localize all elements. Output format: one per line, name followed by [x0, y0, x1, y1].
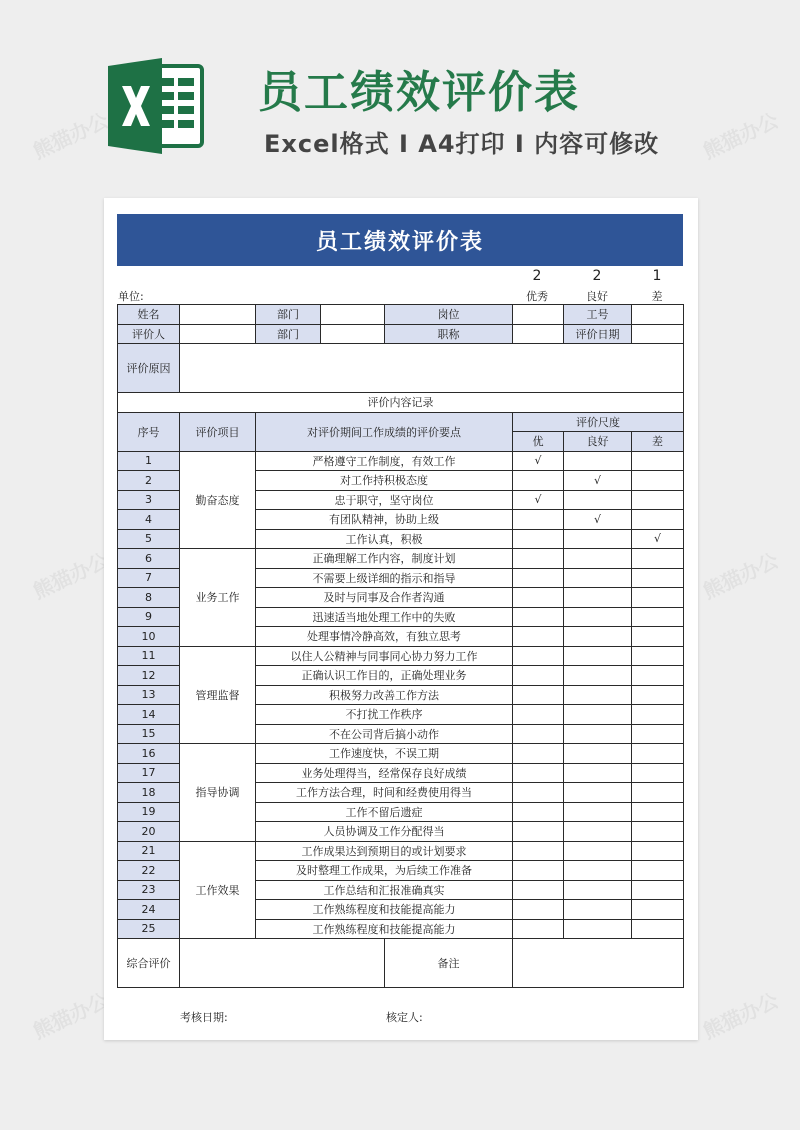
- scale-cell-good[interactable]: [513, 685, 564, 705]
- title-field[interactable]: [513, 324, 564, 344]
- scale-cell-fine[interactable]: [564, 724, 632, 744]
- scale-cell-good[interactable]: [513, 744, 564, 764]
- scale-cell-fine[interactable]: [564, 549, 632, 569]
- scale-cell-bad[interactable]: [632, 880, 684, 900]
- label-poor: 差: [651, 290, 663, 303]
- evaluation-point: 处理事情冷静高效，有独立思考: [256, 627, 513, 647]
- row-number: 19: [118, 802, 180, 822]
- evaluation-point: 工作熟练程度和技能提高能力: [256, 919, 513, 939]
- scale-cell-bad[interactable]: [632, 568, 684, 588]
- scale-cell-bad[interactable]: [632, 900, 684, 920]
- row-number: 14: [118, 705, 180, 725]
- scale-cell-fine[interactable]: [564, 646, 632, 666]
- scale-cell-bad[interactable]: [632, 666, 684, 686]
- scale-cell-good[interactable]: [513, 783, 564, 803]
- scale-cell-fine[interactable]: [564, 880, 632, 900]
- scale-cell-bad[interactable]: [632, 549, 684, 569]
- scale-cell-bad[interactable]: [632, 627, 684, 647]
- evaluation-point: 正确理解工作内容，制度计划: [256, 549, 513, 569]
- scale-cell-bad[interactable]: [632, 744, 684, 764]
- scale-cell-good[interactable]: [513, 763, 564, 783]
- scale-cell-bad[interactable]: [632, 490, 684, 510]
- scale-cell-good[interactable]: [513, 646, 564, 666]
- row-number: 1: [118, 451, 180, 471]
- row-number: 21: [118, 841, 180, 861]
- evaluation-point: 以住人公精神与同事同心协力努力工作: [256, 646, 513, 666]
- count-excellent: 2: [532, 268, 542, 284]
- table-row: [118, 841, 684, 861]
- footer-approver-label: 核定人:: [386, 1011, 423, 1024]
- watermark: 熊猫办公: [29, 988, 112, 1044]
- scale-cell-bad[interactable]: [632, 471, 684, 491]
- row-number: 25: [118, 919, 180, 939]
- scale-cell-good[interactable]: [513, 900, 564, 920]
- evaluation-table: [117, 304, 684, 988]
- evaluation-point: 有团队精神，协助上级: [256, 510, 513, 530]
- scale-cell-bad[interactable]: [632, 451, 684, 471]
- col-good-header: 优: [513, 432, 564, 452]
- scale-cell-fine[interactable]: [564, 861, 632, 881]
- scale-cell-fine[interactable]: [564, 783, 632, 803]
- scale-cell-fine[interactable]: [564, 822, 632, 842]
- name-label: 姓名: [118, 305, 180, 325]
- group-name: 业务工作: [180, 549, 256, 647]
- evaluation-point: 工作熟练程度和技能提高能力: [256, 900, 513, 920]
- watermark: 熊猫办公: [29, 108, 112, 164]
- reason-label: 评价原因: [118, 344, 180, 393]
- dept-field[interactable]: [321, 305, 385, 325]
- scale-cell-fine[interactable]: [564, 588, 632, 608]
- remark-label: 备注: [385, 939, 513, 988]
- scale-cell-good[interactable]: [513, 627, 564, 647]
- row-number: 12: [118, 666, 180, 686]
- scale-cell-fine[interactable]: [564, 627, 632, 647]
- group-name: 工作效果: [180, 841, 256, 939]
- scale-cell-fine[interactable]: √: [564, 510, 632, 530]
- row-number: 24: [118, 900, 180, 920]
- page-title: 员工绩效评价表: [258, 67, 580, 118]
- row-number: 22: [118, 861, 180, 881]
- scale-cell-good[interactable]: [513, 549, 564, 569]
- row-number: 9: [118, 607, 180, 627]
- position-label: 岗位: [385, 305, 513, 325]
- label-excellent: 优秀: [526, 290, 548, 303]
- evaluation-point: 不在公司背后搞小动作: [256, 724, 513, 744]
- scale-cell-fine[interactable]: [564, 607, 632, 627]
- row-number: 6: [118, 549, 180, 569]
- scale-cell-bad[interactable]: [632, 802, 684, 822]
- col-item-header: 评价项目: [180, 412, 256, 451]
- evaluation-point: 工作成果达到预期目的或计划要求: [256, 841, 513, 861]
- dept-label: 部门: [256, 305, 321, 325]
- job-no-label: 工号: [564, 305, 632, 325]
- scale-cell-good[interactable]: [513, 529, 564, 549]
- eval-date-field[interactable]: [632, 324, 684, 344]
- scale-cell-fine[interactable]: √: [564, 471, 632, 491]
- evaluation-point: 工作总结和汇报准确真实: [256, 880, 513, 900]
- evaluation-point: 不需要上级详细的指示和指导: [256, 568, 513, 588]
- row-number: 4: [118, 510, 180, 530]
- count-good: 2: [592, 268, 602, 284]
- evaluator-label: 评价人: [118, 324, 180, 344]
- scale-cell-good[interactable]: [513, 919, 564, 939]
- scale-cell-good[interactable]: [513, 705, 564, 725]
- row-number: 23: [118, 880, 180, 900]
- scale-cell-fine[interactable]: [564, 529, 632, 549]
- label-good: 良好: [586, 290, 608, 303]
- evaluation-point: 不打扰工作秩序: [256, 705, 513, 725]
- unit-label: 单位:: [118, 290, 144, 303]
- watermark: 熊猫办公: [699, 988, 782, 1044]
- scale-cell-fine[interactable]: [564, 802, 632, 822]
- evaluation-point: 工作认真，积极: [256, 529, 513, 549]
- row-number: 8: [118, 588, 180, 608]
- scale-cell-bad[interactable]: [632, 822, 684, 842]
- dept2-label: 部门: [256, 324, 321, 344]
- group-name: 管理监督: [180, 646, 256, 744]
- col-no-header: 序号: [118, 412, 180, 451]
- job-no-field[interactable]: [632, 305, 684, 325]
- scale-cell-fine[interactable]: [564, 900, 632, 920]
- table-row: [118, 646, 684, 666]
- col-point-header: 对评价期间工作成绩的评价要点: [256, 412, 513, 451]
- evaluation-point: 工作不留后遗症: [256, 802, 513, 822]
- scale-cell-good[interactable]: √: [513, 451, 564, 471]
- group-name: 勤奋态度: [180, 451, 256, 549]
- scale-cell-bad[interactable]: [632, 783, 684, 803]
- scale-cell-bad[interactable]: [632, 607, 684, 627]
- scale-cell-bad[interactable]: [632, 724, 684, 744]
- watermark: 熊猫办公: [699, 108, 782, 164]
- scale-cell-good[interactable]: √: [513, 490, 564, 510]
- evaluation-point: 人员协调及工作分配得当: [256, 822, 513, 842]
- scale-cell-good[interactable]: [513, 802, 564, 822]
- scale-cell-fine[interactable]: [564, 666, 632, 686]
- scale-cell-bad[interactable]: [632, 510, 684, 530]
- row-number: 10: [118, 627, 180, 647]
- evaluation-point: 工作速度快，不误工期: [256, 744, 513, 764]
- table-row: [118, 744, 684, 764]
- dept2-field[interactable]: [321, 324, 385, 344]
- scale-cell-good[interactable]: [513, 510, 564, 530]
- row-number: 5: [118, 529, 180, 549]
- scale-cell-bad[interactable]: [632, 841, 684, 861]
- scale-cell-good[interactable]: [513, 568, 564, 588]
- title-label: 职称: [385, 324, 513, 344]
- group-name: 指导协调: [180, 744, 256, 842]
- footer-date-label: 考核日期:: [180, 1011, 228, 1024]
- evaluation-point: 及时整理工作成果，为后续工作准备: [256, 861, 513, 881]
- watermark: 熊猫办公: [699, 548, 782, 604]
- section-title: 评价内容记录: [118, 393, 684, 413]
- reason-field[interactable]: [180, 344, 684, 393]
- scale-cell-good[interactable]: [513, 861, 564, 881]
- scale-cell-good[interactable]: [513, 880, 564, 900]
- scale-cell-good[interactable]: [513, 841, 564, 861]
- scale-cell-good[interactable]: [513, 666, 564, 686]
- col-bad-header: 差: [632, 432, 684, 452]
- eval-date-label: 评价日期: [564, 324, 632, 344]
- scale-cell-fine[interactable]: [564, 919, 632, 939]
- col-fine-header: 良好: [564, 432, 632, 452]
- scale-cell-good[interactable]: [513, 588, 564, 608]
- summary-label: 综合评价: [118, 939, 180, 988]
- evaluation-point: 工作方法合理，时间和经费使用得当: [256, 783, 513, 803]
- scale-cell-bad[interactable]: √: [632, 529, 684, 549]
- evaluator-field[interactable]: [180, 324, 256, 344]
- evaluation-point: 积极努力改善工作方法: [256, 685, 513, 705]
- row-number: 15: [118, 724, 180, 744]
- row-number: 16: [118, 744, 180, 764]
- scale-cell-good[interactable]: [513, 724, 564, 744]
- row-number: 18: [118, 783, 180, 803]
- scale-cell-bad[interactable]: [632, 763, 684, 783]
- scale-cell-good[interactable]: [513, 822, 564, 842]
- sheet-banner: 员工绩效评价表: [117, 214, 683, 266]
- scale-cell-bad[interactable]: [632, 646, 684, 666]
- scale-cell-fine[interactable]: [564, 685, 632, 705]
- scale-cell-good[interactable]: [513, 607, 564, 627]
- row-number: 20: [118, 822, 180, 842]
- summary-row: [118, 939, 684, 988]
- scale-cell-bad[interactable]: [632, 861, 684, 881]
- scale-cell-fine[interactable]: [564, 568, 632, 588]
- evaluation-point: 严格遵守工作制度，有效工作: [256, 451, 513, 471]
- evaluation-point: 正确认识工作目的，正确处理业务: [256, 666, 513, 686]
- table-row: [118, 549, 684, 569]
- position-field[interactable]: [513, 305, 564, 325]
- scale-cell-fine[interactable]: [564, 841, 632, 861]
- row-number: 3: [118, 490, 180, 510]
- scale-cell-fine[interactable]: [564, 490, 632, 510]
- scale-cell-fine[interactable]: [564, 763, 632, 783]
- name-field[interactable]: [180, 305, 256, 325]
- scale-cell-good[interactable]: [513, 471, 564, 491]
- watermark: 熊猫办公: [29, 548, 112, 604]
- summary-field[interactable]: [180, 939, 385, 988]
- scale-cell-fine[interactable]: [564, 705, 632, 725]
- evaluation-point: 对工作持积极态度: [256, 471, 513, 491]
- scale-cell-fine[interactable]: [564, 451, 632, 471]
- page-subtitle: Excel格式 I A4打印 I 内容可修改: [264, 130, 660, 158]
- col-scale-header: 评价尺度: [513, 412, 684, 432]
- row-number: 17: [118, 763, 180, 783]
- row-number: 7: [118, 568, 180, 588]
- evaluation-point: 忠于职守，坚守岗位: [256, 490, 513, 510]
- scale-cell-bad[interactable]: [632, 685, 684, 705]
- count-poor: 1: [652, 268, 662, 284]
- scale-cell-fine[interactable]: [564, 744, 632, 764]
- row-number: 2: [118, 471, 180, 491]
- row-number: 11: [118, 646, 180, 666]
- excel-logo-icon: [104, 56, 206, 156]
- remark-field[interactable]: [513, 939, 684, 988]
- evaluation-point: 业务处理得当，经常保存良好成绩: [256, 763, 513, 783]
- evaluation-point: 迅速适当地处理工作中的失败: [256, 607, 513, 627]
- scale-cell-bad[interactable]: [632, 588, 684, 608]
- row-number: 13: [118, 685, 180, 705]
- table-row: [118, 451, 684, 471]
- scale-cell-bad[interactable]: [632, 705, 684, 725]
- scale-cell-bad[interactable]: [632, 919, 684, 939]
- evaluation-point: 及时与同事及合作者沟通: [256, 588, 513, 608]
